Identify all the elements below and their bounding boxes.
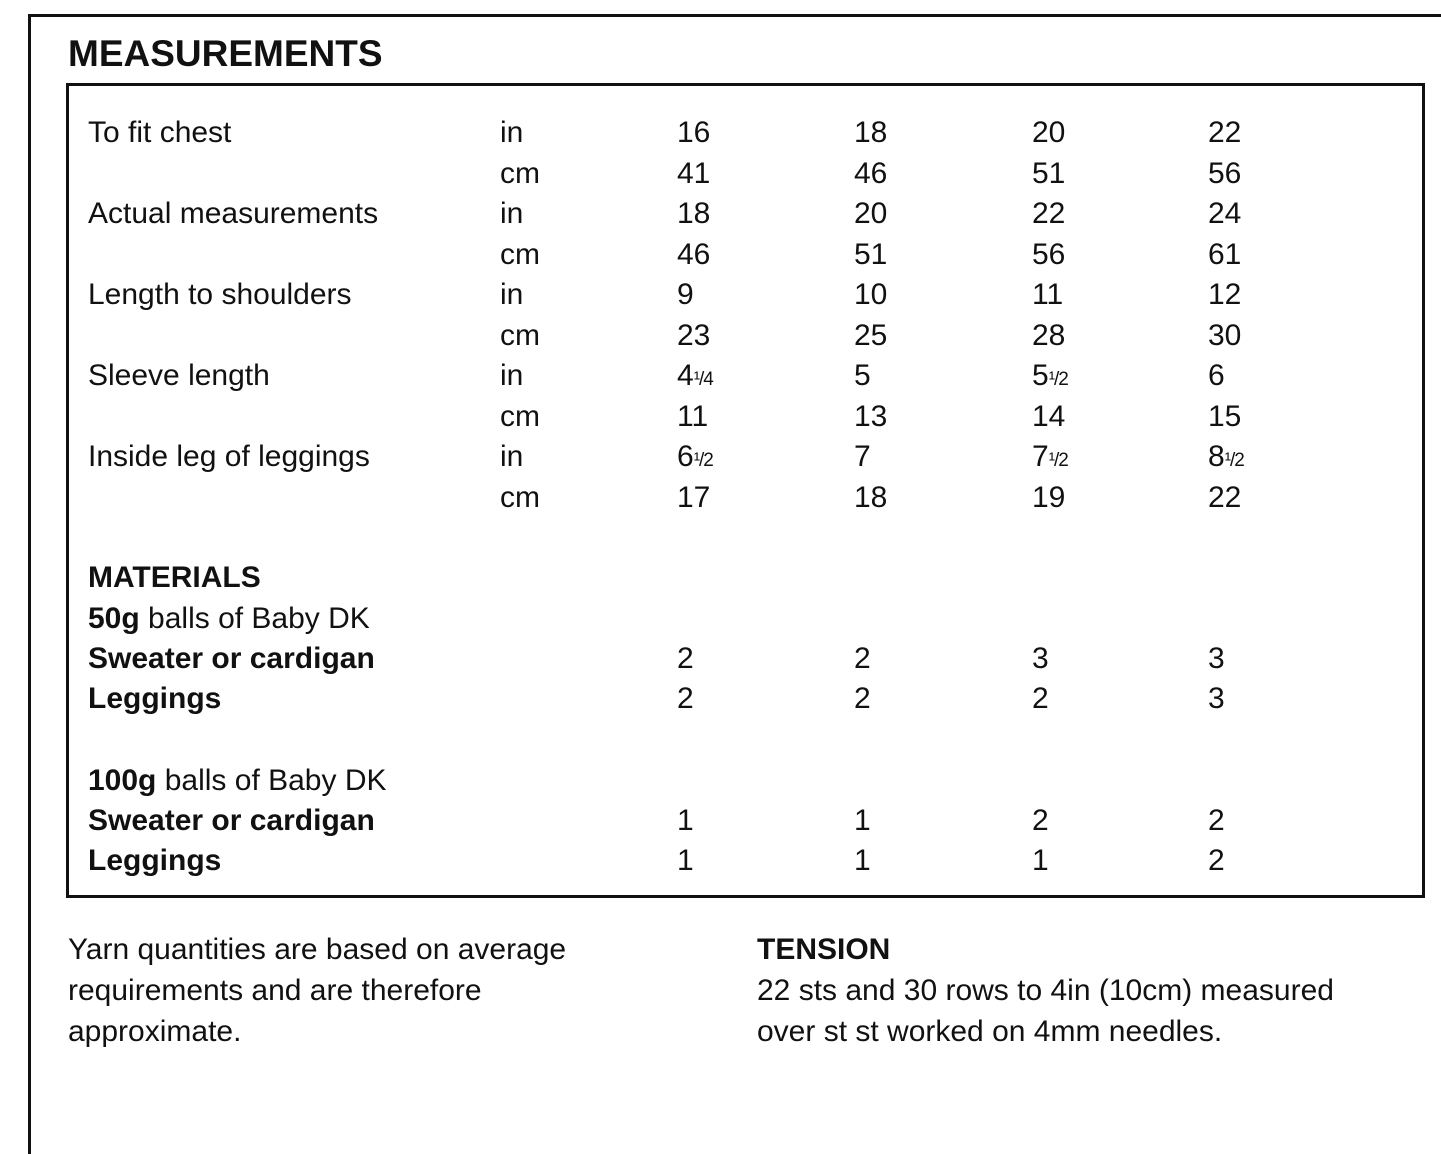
value-in: 20 [1032, 116, 1066, 149]
value-cm: 17 [677, 480, 711, 514]
value-in: 22 [1208, 116, 1242, 149]
value-in: 5¹/2 [1032, 359, 1068, 392]
yarn-note-line: Yarn quantities are based on average [68, 933, 567, 966]
value-in: 5 [854, 359, 871, 392]
materials-quantity: 2 [1208, 804, 1225, 837]
materials-item-label: Leggings [88, 682, 222, 715]
unit-cm: cm [500, 156, 540, 190]
value-in: 7¹/2 [1032, 440, 1068, 473]
value-in: 22 [1032, 197, 1066, 230]
materials-item-label: Sweater or cardigan [88, 804, 375, 837]
materials-group-heading [88, 761, 387, 801]
materials-weight: 100g [88, 764, 157, 797]
value-in: 9 [677, 278, 694, 311]
materials-quantity: 2 [677, 682, 694, 715]
materials-description: balls of Baby DK [156, 764, 387, 797]
value-cm: 30 [1208, 318, 1242, 352]
value-in: 24 [1208, 197, 1242, 230]
value-cm: 23 [677, 318, 711, 352]
value-in: 18 [677, 197, 711, 230]
yarn-note-line: approximate. [68, 1015, 242, 1048]
value-in: 20 [854, 197, 888, 230]
materials-weight: 50g [88, 602, 140, 635]
value-in: 7 [854, 440, 871, 473]
tension-title: TENSION [757, 933, 891, 966]
value-cm: 61 [1208, 237, 1242, 271]
unit-cm: cm [500, 480, 540, 514]
value-in: 11 [1032, 278, 1064, 311]
materials-quantity: 3 [1032, 642, 1049, 675]
unit-cm: cm [500, 237, 540, 271]
value-in: 6 [1208, 359, 1225, 392]
materials-quantity: 1 [854, 804, 871, 837]
value-in: 12 [1208, 278, 1242, 311]
value-in: 18 [854, 116, 888, 149]
page-title: MEASUREMENTS [68, 33, 383, 74]
materials-quantity: 3 [1208, 682, 1225, 715]
materials-quantity: 1 [854, 844, 871, 877]
materials-quantity: 2 [854, 642, 871, 675]
value-cm: 28 [1032, 318, 1066, 352]
materials-quantity: 2 [1032, 804, 1049, 837]
value-in: 16 [677, 116, 711, 149]
value-cm: 25 [854, 318, 888, 352]
materials-title: MATERIALS [88, 561, 261, 594]
measurement-label: Sleeve length [88, 359, 270, 392]
unit-in: in [500, 116, 524, 149]
unit-in: in [500, 440, 524, 473]
materials-quantity: 1 [677, 804, 694, 837]
tension-line: over st st worked on 4mm needles. [757, 1015, 1223, 1048]
measurement-label: Actual measurements [88, 197, 379, 230]
value-cm: 22 [1208, 480, 1242, 514]
tension-line: 22 sts and 30 rows to 4in (10cm) measured [757, 974, 1334, 1007]
materials-quantity: 2 [677, 642, 694, 675]
measurement-label: To fit chest [88, 116, 232, 149]
value-cm: 46 [854, 156, 888, 190]
measurement-label: Length to shoulders [88, 278, 352, 311]
value-cm: 51 [1032, 156, 1066, 190]
unit-cm: cm [500, 318, 540, 352]
measurement-label: Inside leg of leggings [88, 440, 370, 473]
materials-quantity: 2 [854, 682, 871, 715]
materials-quantity: 2 [1208, 844, 1225, 877]
value-cm: 56 [1032, 237, 1066, 271]
value-cm: 14 [1032, 399, 1066, 433]
materials-item-label: Sweater or cardigan [88, 642, 375, 675]
value-cm: 15 [1208, 399, 1242, 433]
value-cm: 46 [677, 237, 711, 271]
unit-cm: cm [500, 399, 540, 433]
materials-group-heading [88, 599, 370, 639]
value-cm: 13 [854, 399, 888, 433]
unit-in: in [500, 278, 524, 311]
materials-quantity: 3 [1208, 642, 1225, 675]
value-cm: 11 [677, 399, 709, 433]
yarn-note-line: requirements and are therefore [68, 974, 482, 1007]
materials-quantity: 2 [1032, 682, 1049, 715]
value-cm: 41 [677, 156, 711, 190]
materials-description: balls of Baby DK [139, 602, 370, 635]
value-in: 6¹/2 [677, 440, 713, 473]
materials-quantity: 1 [1032, 844, 1049, 877]
value-cm: 19 [1032, 480, 1066, 514]
value-cm: 56 [1208, 156, 1242, 190]
materials-quantity: 1 [677, 844, 694, 877]
value-in: 8¹/2 [1208, 440, 1244, 473]
unit-in: in [500, 359, 524, 392]
value-in: 10 [854, 278, 888, 311]
value-cm: 51 [854, 237, 888, 271]
materials-item-label: Leggings [88, 844, 222, 877]
unit-in: in [500, 197, 524, 230]
value-in: 4¹/4 [677, 359, 713, 392]
value-cm: 18 [854, 480, 888, 514]
